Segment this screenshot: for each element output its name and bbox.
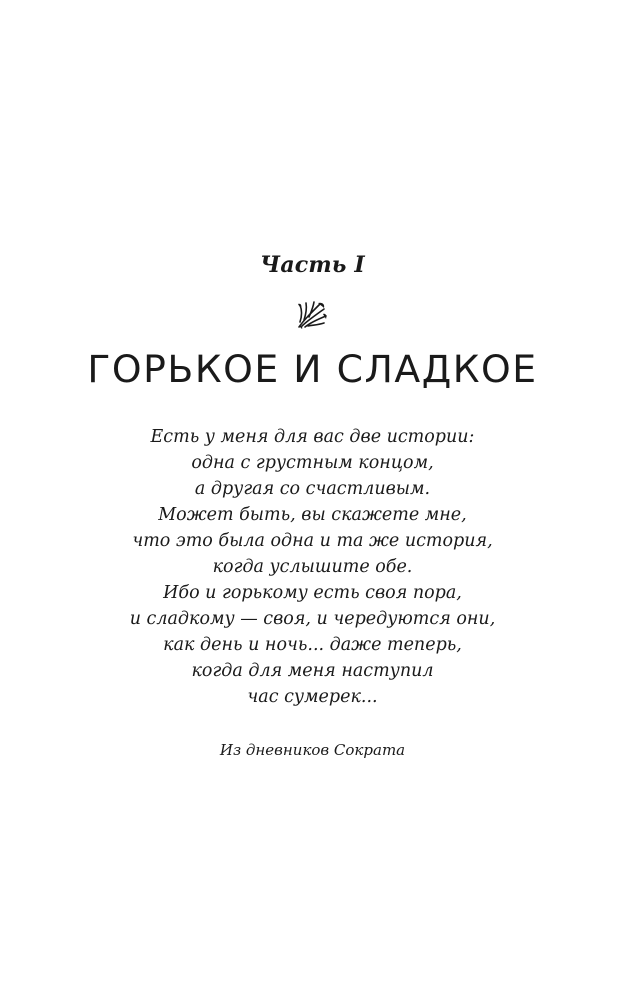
epigraph-line: Есть у меня для вас две истории: <box>150 427 475 447</box>
epigraph-line: а другая со счастливым. <box>194 479 431 499</box>
epigraph-line: что это была одна и та же история, <box>132 531 493 551</box>
epigraph-line: как день и ночь... даже теперь, <box>163 635 462 655</box>
part-title: ГОРЬКОЕ И СЛАДКОЕ <box>87 348 538 391</box>
floral-ornament-icon <box>296 300 328 330</box>
epigraph-line: когда для меня наступил <box>191 661 434 681</box>
epigraph <box>0 424 625 710</box>
epigraph-line: час сумерек... <box>247 687 378 707</box>
epigraph-line: когда услышите обе. <box>212 557 413 577</box>
epigraph-line: и сладкому — своя, и чередуются они, <box>129 609 496 629</box>
part-label: Часть I <box>260 252 365 278</box>
epigraph-line: одна с грустным концом, <box>191 453 434 473</box>
epigraph-attribution: Из дневников Сократа <box>219 741 406 759</box>
epigraph-line: Ибо и горькому есть своя пора, <box>163 583 462 603</box>
epigraph-line: Может быть, вы скажете мне, <box>158 505 467 525</box>
